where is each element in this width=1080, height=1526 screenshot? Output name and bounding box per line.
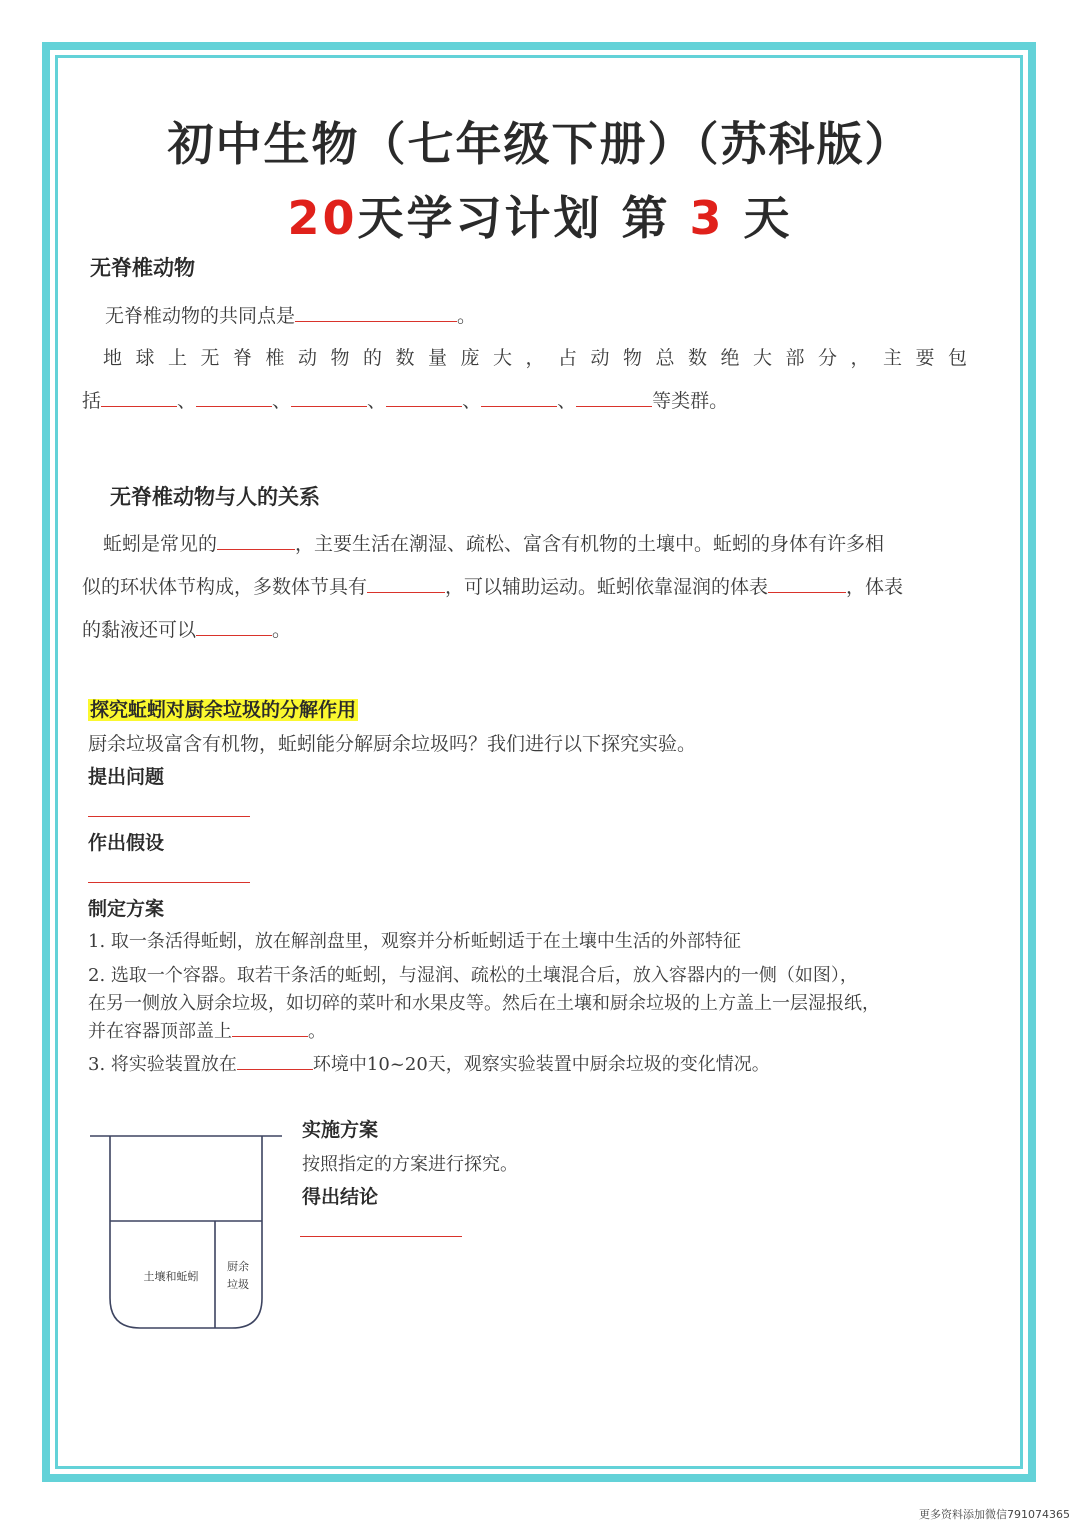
paragraph-earthworm-line1 (103, 529, 884, 556)
plan-step-1: 1. 取一条活得蚯蚓，放在解剖盘里，观察并分析蚯蚓适于在土壤中生活的外部特征 (88, 931, 741, 952)
fill-blank[interactable] (237, 1051, 313, 1070)
text-segment: ，主要生活在潮湿、疏松、富含有机物的土壤中。蚯蚓的身体有许多相 (295, 533, 885, 555)
paragraph-groups-line2 (82, 386, 728, 413)
fill-blank[interactable] (576, 388, 652, 407)
heading-plan: 制定方案 (88, 898, 165, 920)
answer-line-conclusion[interactable] (300, 1236, 462, 1237)
section-heading-experiment (88, 695, 358, 722)
section-heading-relation: 无脊椎动物与人的关系 (110, 484, 320, 509)
plan-days-number: 20 (287, 191, 358, 245)
heading-conclusion: 得出结论 (302, 1186, 379, 1208)
text-segment: 无脊椎动物的共同点是 (105, 305, 296, 327)
text-segment: 。 (457, 305, 477, 327)
fill-blank[interactable] (295, 303, 457, 322)
plan-step-3 (88, 1050, 770, 1076)
experiment-container-diagram (88, 1128, 288, 1338)
paragraph-earthworm-line3 (82, 615, 291, 642)
page-subtitle (0, 182, 1080, 248)
page-title: 初中生物（七年级下册）（苏科版） (167, 117, 913, 171)
section-heading-invertebrates: 无脊椎动物 (90, 255, 195, 280)
fill-blank[interactable] (291, 388, 367, 407)
answer-line-question[interactable] (88, 816, 250, 817)
text-segment: 。 (308, 1021, 326, 1042)
heading-ask-question: 提出问题 (88, 766, 165, 788)
text-segment: 括 (82, 390, 102, 412)
fill-blank[interactable] (232, 1018, 308, 1037)
text-segment: 并在容器顶部盖上 (88, 1021, 232, 1042)
fill-blank[interactable] (768, 574, 846, 593)
heading-hypothesis: 作出假设 (88, 832, 165, 854)
fill-blank[interactable] (481, 388, 557, 407)
plan-step-2-line3 (88, 1017, 326, 1043)
text-segment: 3. 将实验装置放在 (88, 1054, 237, 1075)
text-segment: 、 (462, 390, 482, 412)
text-segment: 、 (367, 390, 387, 412)
paragraph-common-traits (105, 301, 476, 328)
text-segment: 、 (177, 390, 197, 412)
label-kitchen-waste-2: 垃圾 (227, 1278, 249, 1291)
footer-contact: 更多资料添加微信791074365 (919, 1508, 1070, 1521)
text-segment: 蚯蚓是常见的 (103, 533, 218, 555)
text-segment: 似的环状体节构成，多数体节具有 (82, 576, 368, 598)
fill-blank[interactable] (196, 388, 272, 407)
text-segment: 等类群。 (652, 390, 729, 412)
plan-step-2-line2: 在另一侧放入厨余垃圾，如切碎的菜叶和水果皮等。然后在土壤和厨余垃圾的上方盖上一层湿报纸， (88, 993, 880, 1014)
paragraph-quantity-line1: 地球上无脊椎动物的数量庞大，占动物总数绝大部分，主要包 (103, 347, 981, 369)
fill-blank[interactable] (386, 388, 462, 407)
text-segment: 、 (557, 390, 577, 412)
text-segment: 。 (272, 619, 292, 641)
plan-step-2-line1: 2. 选取一个容器。取若干条活的蚯蚓，与湿润、疏松的土壤混合后，放入容器内的一侧（如图）， (88, 965, 858, 986)
text-segment: 、 (272, 390, 292, 412)
text-segment: 的黏液还可以 (82, 619, 197, 641)
label-soil-earthworms: 土壤和蚯蚓 (143, 1270, 199, 1283)
plan-text: 天学习计划 第 (357, 191, 690, 245)
heading-implement: 实施方案 (302, 1119, 379, 1141)
paragraph-earthworm-line2 (82, 572, 903, 599)
highlighted-heading: 探究蚯蚓对厨余垃圾的分解作用 (90, 699, 357, 721)
text-segment: 环境中10~20天，观察实验装置中厨余垃圾的变化情况。 (312, 1054, 770, 1075)
implement-text: 按照指定的方案进行探究。 (302, 1154, 518, 1175)
fill-blank[interactable] (196, 617, 272, 636)
answer-line-hypothesis[interactable] (88, 882, 250, 883)
text-segment: ，体表 (846, 576, 904, 598)
experiment-intro: 厨余垃圾富含有机物，蚯蚓能分解厨余垃圾吗？我们进行以下探究实验。 (88, 733, 697, 755)
fill-blank[interactable] (101, 388, 177, 407)
label-kitchen-waste-1: 厨余 (227, 1260, 249, 1273)
fill-blank[interactable] (217, 531, 295, 550)
container-outline (110, 1136, 262, 1328)
text-segment: ，可以辅助运动。蚯蚓依靠湿润的体表 (445, 576, 769, 598)
fill-blank[interactable] (367, 574, 445, 593)
day-number: 3 (689, 191, 725, 245)
day-suffix: 天 (724, 191, 793, 245)
